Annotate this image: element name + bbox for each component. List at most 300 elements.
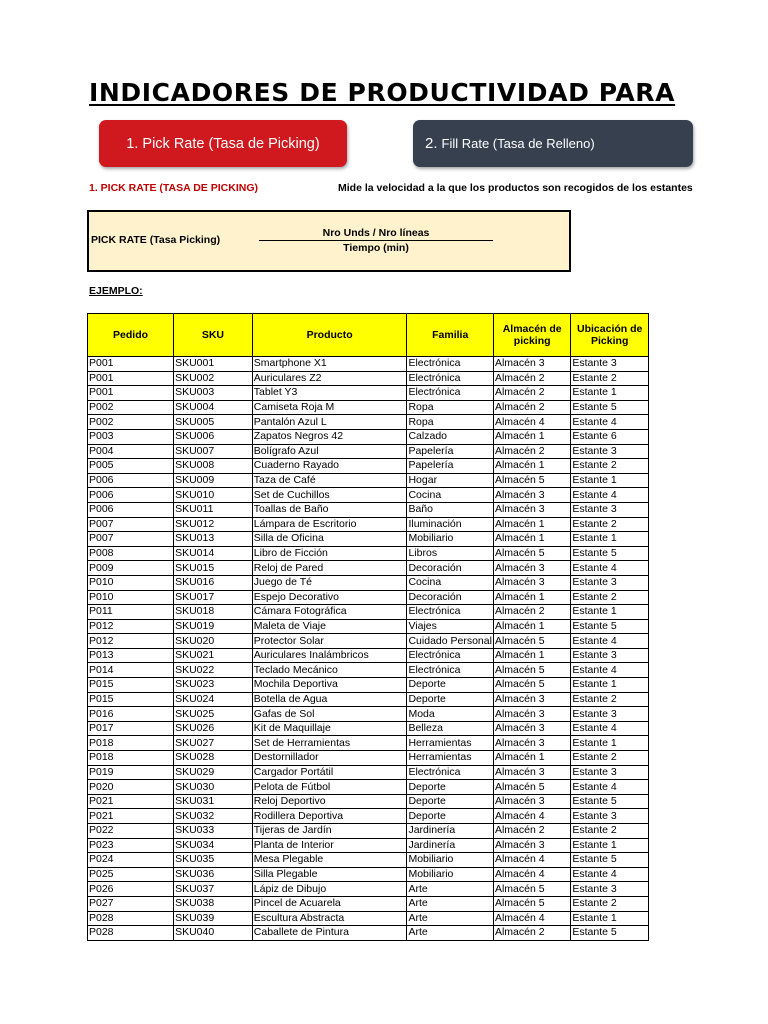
cell-producto[interactable]: Gafas de Sol bbox=[252, 707, 407, 722]
cell-familia[interactable]: Papelería bbox=[407, 459, 493, 474]
cell-ubicacion[interactable]: Estante 5 bbox=[571, 926, 649, 941]
cell-sku[interactable]: SKU021 bbox=[174, 648, 253, 663]
cell-producto[interactable]: Cargador Portátil bbox=[252, 765, 407, 780]
cell-producto[interactable]: Botella de Agua bbox=[252, 692, 407, 707]
cell-sku[interactable]: SKU039 bbox=[174, 911, 253, 926]
cell-almacen[interactable]: Almacén 5 bbox=[493, 663, 570, 678]
pick-rate-button-label: 1. Pick Rate (Tasa de Picking) bbox=[126, 135, 320, 152]
cell-ubicacion[interactable]: Estante 1 bbox=[571, 911, 649, 926]
cell-producto[interactable]: Libro de Ficción bbox=[252, 546, 407, 561]
cell-pedido[interactable]: P018 bbox=[88, 751, 174, 766]
cell-ubicacion[interactable]: Estante 3 bbox=[571, 648, 649, 663]
cell-sku[interactable]: SKU031 bbox=[174, 794, 253, 809]
cell-sku[interactable]: SKU028 bbox=[174, 751, 253, 766]
cell-ubicacion[interactable]: Estante 1 bbox=[571, 736, 649, 751]
cell-sku[interactable]: SKU001 bbox=[174, 357, 253, 372]
cell-familia[interactable]: Deporte bbox=[407, 794, 493, 809]
cell-pedido[interactable]: P003 bbox=[88, 429, 174, 444]
cell-producto[interactable]: Auriculares Inalámbricos bbox=[252, 648, 407, 663]
cell-almacen[interactable]: Almacén 4 bbox=[493, 911, 570, 926]
table-row bbox=[88, 575, 649, 590]
table-row bbox=[88, 896, 649, 911]
cell-familia[interactable]: Electrónica bbox=[407, 386, 493, 401]
cell-familia[interactable]: Baño bbox=[407, 502, 493, 517]
cell-producto[interactable]: Silla Plegable bbox=[252, 867, 407, 882]
cell-pedido[interactable]: P007 bbox=[88, 532, 174, 547]
cell-ubicacion[interactable]: Estante 1 bbox=[571, 532, 649, 547]
header-ubicacion: Ubicación de Picking bbox=[571, 314, 649, 357]
table-row bbox=[88, 546, 649, 561]
cell-pedido[interactable]: P022 bbox=[88, 824, 174, 839]
table-row bbox=[88, 707, 649, 722]
cell-almacen[interactable]: Almacén 5 bbox=[493, 882, 570, 897]
cell-pedido[interactable]: P010 bbox=[88, 575, 174, 590]
cell-almacen[interactable]: Almacén 1 bbox=[493, 751, 570, 766]
cell-sku[interactable]: SKU037 bbox=[174, 882, 253, 897]
cell-almacen[interactable]: Almacén 3 bbox=[493, 765, 570, 780]
cell-ubicacion[interactable]: Estante 5 bbox=[571, 794, 649, 809]
cell-familia[interactable]: Electrónica bbox=[407, 605, 493, 620]
table-row bbox=[88, 532, 649, 547]
cell-sku[interactable]: SKU014 bbox=[174, 546, 253, 561]
cell-familia[interactable]: Cocina bbox=[407, 488, 493, 503]
cell-ubicacion[interactable]: Estante 2 bbox=[571, 692, 649, 707]
cell-pedido[interactable]: P008 bbox=[88, 546, 174, 561]
cell-pedido[interactable]: P028 bbox=[88, 926, 174, 941]
cell-almacen[interactable]: Almacén 5 bbox=[493, 780, 570, 795]
cell-sku[interactable]: SKU004 bbox=[174, 400, 253, 415]
cell-sku[interactable]: SKU034 bbox=[174, 838, 253, 853]
cell-ubicacion[interactable]: Estante 5 bbox=[571, 853, 649, 868]
cell-almacen[interactable]: Almacén 1 bbox=[493, 648, 570, 663]
cell-almacen[interactable]: Almacén 1 bbox=[493, 619, 570, 634]
cell-almacen[interactable]: Almacén 3 bbox=[493, 707, 570, 722]
cell-producto[interactable]: Destornillador bbox=[252, 751, 407, 766]
cell-sku[interactable]: SKU029 bbox=[174, 765, 253, 780]
cell-ubicacion[interactable]: Estante 5 bbox=[571, 619, 649, 634]
cell-familia[interactable]: Jardinería bbox=[407, 838, 493, 853]
cell-familia[interactable]: Viajes bbox=[407, 619, 493, 634]
cell-ubicacion[interactable]: Estante 3 bbox=[571, 575, 649, 590]
cell-producto[interactable]: Set de Cuchillos bbox=[252, 488, 407, 503]
cell-pedido[interactable]: P009 bbox=[88, 561, 174, 576]
cell-sku[interactable]: SKU010 bbox=[174, 488, 253, 503]
table-row bbox=[88, 867, 649, 882]
cell-producto[interactable]: Caballete de Pintura bbox=[252, 926, 407, 941]
cell-pedido[interactable]: P013 bbox=[88, 648, 174, 663]
cell-producto[interactable]: Toallas de Baño bbox=[252, 502, 407, 517]
cell-almacen[interactable]: Almacén 1 bbox=[493, 532, 570, 547]
fill-rate-button-number: 2. bbox=[425, 135, 438, 152]
cell-familia[interactable]: Electrónica bbox=[407, 648, 493, 663]
cell-sku[interactable]: SKU003 bbox=[174, 386, 253, 401]
table-row bbox=[88, 605, 649, 620]
cell-almacen[interactable]: Almacén 2 bbox=[493, 605, 570, 620]
table-row bbox=[88, 853, 649, 868]
cell-ubicacion[interactable]: Estante 2 bbox=[571, 590, 649, 605]
table-row bbox=[88, 648, 649, 663]
cell-familia[interactable]: Electrónica bbox=[407, 357, 493, 372]
cell-pedido[interactable]: P015 bbox=[88, 678, 174, 693]
cell-producto[interactable]: Tablet Y3 bbox=[252, 386, 407, 401]
cell-pedido[interactable]: P016 bbox=[88, 707, 174, 722]
cell-producto[interactable]: Escultura Abstracta bbox=[252, 911, 407, 926]
cell-sku[interactable]: SKU023 bbox=[174, 678, 253, 693]
cell-familia[interactable]: Arte bbox=[407, 911, 493, 926]
cell-almacen[interactable]: Almacén 4 bbox=[493, 867, 570, 882]
cell-producto[interactable]: Silla de Oficina bbox=[252, 532, 407, 547]
cell-ubicacion[interactable]: Estante 4 bbox=[571, 721, 649, 736]
cell-familia[interactable]: Decoración bbox=[407, 590, 493, 605]
cell-ubicacion[interactable]: Estante 1 bbox=[571, 605, 649, 620]
table-row bbox=[88, 488, 649, 503]
cell-ubicacion[interactable]: Estante 3 bbox=[571, 765, 649, 780]
header-almacen: Almacén de picking bbox=[493, 314, 570, 357]
cell-familia[interactable]: Moda bbox=[407, 707, 493, 722]
cell-familia[interactable]: Arte bbox=[407, 926, 493, 941]
cell-familia[interactable]: Hogar bbox=[407, 473, 493, 488]
cell-pedido[interactable]: P006 bbox=[88, 488, 174, 503]
table-row bbox=[88, 444, 649, 459]
cell-pedido[interactable]: P005 bbox=[88, 459, 174, 474]
cell-producto[interactable]: Zapatos Negros 42 bbox=[252, 429, 407, 444]
cell-almacen[interactable]: Almacén 3 bbox=[493, 357, 570, 372]
cell-familia[interactable]: Ropa bbox=[407, 415, 493, 430]
cell-sku[interactable]: SKU016 bbox=[174, 575, 253, 590]
header-pedido: Pedido bbox=[88, 314, 174, 357]
cell-pedido[interactable]: P012 bbox=[88, 619, 174, 634]
picking-table bbox=[87, 313, 649, 941]
table-row bbox=[88, 459, 649, 474]
cell-sku[interactable]: SKU002 bbox=[174, 371, 253, 386]
table-row bbox=[88, 663, 649, 678]
formula-box bbox=[87, 210, 571, 272]
cell-producto[interactable]: Pincel de Acuarela bbox=[252, 896, 407, 911]
cell-ubicacion[interactable]: Estante 2 bbox=[571, 371, 649, 386]
cell-sku[interactable]: SKU008 bbox=[174, 459, 253, 474]
cell-ubicacion[interactable]: Estante 5 bbox=[571, 546, 649, 561]
cell-producto[interactable]: Lámpara de Escritorio bbox=[252, 517, 407, 532]
cell-pedido[interactable]: P014 bbox=[88, 663, 174, 678]
cell-producto[interactable]: Bolígrafo Azul bbox=[252, 444, 407, 459]
header-producto: Producto bbox=[252, 314, 407, 357]
cell-familia[interactable]: Libros bbox=[407, 546, 493, 561]
table-row bbox=[88, 400, 649, 415]
cell-producto[interactable]: Espejo Decorativo bbox=[252, 590, 407, 605]
cell-almacen[interactable]: Almacén 2 bbox=[493, 444, 570, 459]
cell-almacen[interactable]: Almacén 2 bbox=[493, 400, 570, 415]
cell-familia[interactable]: Iluminación bbox=[407, 517, 493, 532]
cell-ubicacion[interactable]: Estante 5 bbox=[571, 400, 649, 415]
cell-almacen[interactable]: Almacén 3 bbox=[493, 736, 570, 751]
cell-producto[interactable]: Kit de Maquillaje bbox=[252, 721, 407, 736]
cell-sku[interactable]: SKU019 bbox=[174, 619, 253, 634]
table-row bbox=[88, 429, 649, 444]
cell-familia[interactable]: Papelería bbox=[407, 444, 493, 459]
cell-pedido[interactable]: P017 bbox=[88, 721, 174, 736]
cell-pedido[interactable]: P015 bbox=[88, 692, 174, 707]
cell-sku[interactable]: SKU030 bbox=[174, 780, 253, 795]
table-row bbox=[88, 634, 649, 649]
cell-pedido[interactable]: P024 bbox=[88, 853, 174, 868]
cell-almacen[interactable]: Almacén 2 bbox=[493, 824, 570, 839]
cell-ubicacion[interactable]: Estante 2 bbox=[571, 896, 649, 911]
cell-almacen[interactable]: Almacén 5 bbox=[493, 546, 570, 561]
cell-familia[interactable]: Mobiliario bbox=[407, 867, 493, 882]
cell-almacen[interactable]: Almacén 1 bbox=[493, 590, 570, 605]
cell-pedido[interactable]: P001 bbox=[88, 386, 174, 401]
cell-familia[interactable]: Herramientas bbox=[407, 736, 493, 751]
cell-producto[interactable]: Protector Solar bbox=[252, 634, 407, 649]
cell-sku[interactable]: SKU026 bbox=[174, 721, 253, 736]
table-row bbox=[88, 415, 649, 430]
cell-ubicacion[interactable]: Estante 3 bbox=[571, 444, 649, 459]
cell-producto[interactable]: Pelota de Fútbol bbox=[252, 780, 407, 795]
pick-rate-button[interactable] bbox=[99, 120, 347, 167]
cell-pedido[interactable]: P001 bbox=[88, 357, 174, 372]
cell-pedido[interactable]: P011 bbox=[88, 605, 174, 620]
cell-familia[interactable]: Deporte bbox=[407, 692, 493, 707]
fill-rate-button-label: Fill Rate (Tasa de Relleno) bbox=[441, 136, 595, 151]
cell-almacen[interactable]: Almacén 3 bbox=[493, 794, 570, 809]
cell-almacen[interactable]: Almacén 3 bbox=[493, 575, 570, 590]
cell-familia[interactable]: Jardinería bbox=[407, 824, 493, 839]
cell-pedido[interactable]: P006 bbox=[88, 502, 174, 517]
cell-ubicacion[interactable]: Estante 2 bbox=[571, 751, 649, 766]
cell-sku[interactable]: SKU035 bbox=[174, 853, 253, 868]
header-sku: SKU bbox=[174, 314, 253, 357]
cell-sku[interactable]: SKU025 bbox=[174, 707, 253, 722]
cell-familia[interactable]: Deporte bbox=[407, 678, 493, 693]
cell-familia[interactable]: Calzado bbox=[407, 429, 493, 444]
table-row bbox=[88, 926, 649, 941]
cell-sku[interactable]: SKU012 bbox=[174, 517, 253, 532]
fill-rate-button[interactable] bbox=[413, 120, 693, 167]
cell-pedido[interactable]: P023 bbox=[88, 838, 174, 853]
formula-fraction-line bbox=[259, 240, 493, 241]
cell-familia[interactable]: Arte bbox=[407, 896, 493, 911]
cell-producto[interactable]: Reloj de Pared bbox=[252, 561, 407, 576]
cell-producto[interactable]: Cuaderno Rayado bbox=[252, 459, 407, 474]
cell-almacen[interactable]: Almacén 2 bbox=[493, 926, 570, 941]
cell-ubicacion[interactable]: Estante 1 bbox=[571, 678, 649, 693]
cell-almacen[interactable]: Almacén 1 bbox=[493, 459, 570, 474]
cell-pedido[interactable]: P019 bbox=[88, 765, 174, 780]
cell-familia[interactable]: Deporte bbox=[407, 780, 493, 795]
cell-almacen[interactable]: Almacén 2 bbox=[493, 386, 570, 401]
table-row bbox=[88, 736, 649, 751]
cell-ubicacion[interactable]: Estante 4 bbox=[571, 415, 649, 430]
cell-pedido[interactable]: P002 bbox=[88, 415, 174, 430]
table-row bbox=[88, 751, 649, 766]
cell-almacen[interactable]: Almacén 4 bbox=[493, 809, 570, 824]
table-row bbox=[88, 619, 649, 634]
formula-denominator: Tiempo (min) bbox=[343, 242, 409, 254]
cell-ubicacion[interactable]: Estante 3 bbox=[571, 502, 649, 517]
cell-pedido[interactable]: P026 bbox=[88, 882, 174, 897]
table-row bbox=[88, 473, 649, 488]
cell-producto[interactable]: Smartphone X1 bbox=[252, 357, 407, 372]
cell-pedido[interactable]: P006 bbox=[88, 473, 174, 488]
cell-almacen[interactable]: Almacén 3 bbox=[493, 488, 570, 503]
cell-almacen[interactable]: Almacén 5 bbox=[493, 473, 570, 488]
cell-almacen[interactable]: Almacén 4 bbox=[493, 853, 570, 868]
cell-pedido[interactable]: P001 bbox=[88, 371, 174, 386]
table-header-row bbox=[88, 314, 649, 357]
cell-familia[interactable]: Electrónica bbox=[407, 371, 493, 386]
table-row bbox=[88, 794, 649, 809]
cell-sku[interactable]: SKU038 bbox=[174, 896, 253, 911]
cell-producto[interactable]: Juego de Té bbox=[252, 575, 407, 590]
cell-ubicacion[interactable]: Estante 4 bbox=[571, 561, 649, 576]
table-row bbox=[88, 765, 649, 780]
section-description: Mide la velocidad a la que los productos son recogidos de los estantes bbox=[338, 182, 693, 194]
table-row bbox=[88, 357, 649, 372]
cell-almacen[interactable]: Almacén 3 bbox=[493, 692, 570, 707]
cell-familia[interactable]: Electrónica bbox=[407, 765, 493, 780]
cell-familia[interactable]: Ropa bbox=[407, 400, 493, 415]
cell-pedido[interactable]: P021 bbox=[88, 809, 174, 824]
cell-sku[interactable]: SKU020 bbox=[174, 634, 253, 649]
table-row bbox=[88, 911, 649, 926]
cell-sku[interactable]: SKU017 bbox=[174, 590, 253, 605]
cell-producto[interactable]: Maleta de Viaje bbox=[252, 619, 407, 634]
cell-almacen[interactable]: Almacén 5 bbox=[493, 678, 570, 693]
cell-ubicacion[interactable]: Estante 3 bbox=[571, 882, 649, 897]
table-row bbox=[88, 780, 649, 795]
cell-familia[interactable]: Mobiliario bbox=[407, 853, 493, 868]
cell-sku[interactable]: SKU032 bbox=[174, 809, 253, 824]
cell-pedido[interactable]: P010 bbox=[88, 590, 174, 605]
table-row bbox=[88, 692, 649, 707]
cell-almacen[interactable]: Almacén 3 bbox=[493, 721, 570, 736]
cell-ubicacion[interactable]: Estante 1 bbox=[571, 386, 649, 401]
cell-ubicacion[interactable]: Estante 4 bbox=[571, 634, 649, 649]
cell-ubicacion[interactable]: Estante 3 bbox=[571, 809, 649, 824]
cell-familia[interactable]: Decoración bbox=[407, 561, 493, 576]
table-row bbox=[88, 824, 649, 839]
cell-almacen[interactable]: Almacén 3 bbox=[493, 838, 570, 853]
cell-sku[interactable]: SKU022 bbox=[174, 663, 253, 678]
table-row bbox=[88, 590, 649, 605]
cell-sku[interactable]: SKU027 bbox=[174, 736, 253, 751]
cell-pedido[interactable]: P028 bbox=[88, 911, 174, 926]
formula-numerator: Nro Unds / Nro líneas bbox=[322, 227, 430, 239]
cell-pedido[interactable]: P012 bbox=[88, 634, 174, 649]
cell-sku[interactable]: SKU011 bbox=[174, 502, 253, 517]
cell-producto[interactable]: Pantalón Azul L bbox=[252, 415, 407, 430]
cell-pedido[interactable]: P021 bbox=[88, 794, 174, 809]
table-body bbox=[88, 357, 649, 941]
cell-almacen[interactable]: Almacén 3 bbox=[493, 502, 570, 517]
cell-producto[interactable]: Set de Herramientas bbox=[252, 736, 407, 751]
cell-almacen[interactable]: Almacén 2 bbox=[493, 371, 570, 386]
cell-familia[interactable]: Cuidado Personal bbox=[408, 634, 492, 647]
cell-sku[interactable]: SKU013 bbox=[174, 532, 253, 547]
cell-ubicacion[interactable]: Estante 1 bbox=[571, 838, 649, 853]
cell-pedido[interactable]: P025 bbox=[88, 867, 174, 882]
cell-ubicacion[interactable]: Estante 6 bbox=[571, 429, 649, 444]
cell-ubicacion[interactable]: Estante 3 bbox=[571, 707, 649, 722]
cell-pedido[interactable]: P020 bbox=[88, 780, 174, 795]
table-row bbox=[88, 678, 649, 693]
cell-almacen[interactable]: Almacén 4 bbox=[493, 415, 570, 430]
cell-almacen[interactable]: Almacén 5 bbox=[493, 896, 570, 911]
cell-producto[interactable]: Camiseta Roja M bbox=[252, 400, 407, 415]
table-row bbox=[88, 386, 649, 401]
cell-ubicacion[interactable]: Estante 1 bbox=[571, 473, 649, 488]
cell-sku[interactable]: SKU015 bbox=[174, 561, 253, 576]
cell-sku[interactable]: SKU036 bbox=[174, 867, 253, 882]
example-label: EJEMPLO: bbox=[89, 285, 143, 297]
cell-familia[interactable]: Herramientas bbox=[407, 751, 493, 766]
cell-producto[interactable]: Tijeras de Jardín bbox=[252, 824, 407, 839]
cell-ubicacion[interactable]: Estante 3 bbox=[571, 357, 649, 372]
cell-producto[interactable]: Auriculares Z2 bbox=[252, 371, 407, 386]
section-label: 1. PICK RATE (TASA DE PICKING) bbox=[89, 182, 258, 194]
cell-producto[interactable]: Rodillera Deportiva bbox=[252, 809, 407, 824]
cell-producto[interactable]: Lápiz de Dibujo bbox=[252, 882, 407, 897]
cell-ubicacion[interactable]: Estante 2 bbox=[571, 517, 649, 532]
cell-almacen[interactable]: Almacén 5 bbox=[493, 634, 570, 649]
cell-pedido[interactable]: P002 bbox=[88, 400, 174, 415]
table-row bbox=[88, 721, 649, 736]
table-row bbox=[88, 371, 649, 386]
cell-ubicacion[interactable]: Estante 2 bbox=[571, 459, 649, 474]
table-row bbox=[88, 517, 649, 532]
table-row bbox=[88, 502, 649, 517]
cell-sku[interactable]: SKU007 bbox=[174, 444, 253, 459]
table-row bbox=[88, 809, 649, 824]
cell-ubicacion[interactable]: Estante 4 bbox=[571, 488, 649, 503]
cell-sku[interactable]: SKU006 bbox=[174, 429, 253, 444]
cell-producto[interactable]: Cámara Fotográfica bbox=[252, 605, 407, 620]
cell-familia[interactable]: Deporte bbox=[407, 809, 493, 824]
cell-familia[interactable]: Cocina bbox=[407, 575, 493, 590]
cell-familia[interactable]: Electrónica bbox=[407, 663, 493, 678]
table-row bbox=[88, 838, 649, 853]
cell-pedido[interactable]: P027 bbox=[88, 896, 174, 911]
cell-ubicacion[interactable]: Estante 4 bbox=[571, 663, 649, 678]
cell-ubicacion[interactable]: Estante 4 bbox=[571, 780, 649, 795]
cell-producto[interactable]: Planta de Interior bbox=[252, 838, 407, 853]
cell-pedido[interactable]: P007 bbox=[88, 517, 174, 532]
cell-almacen[interactable]: Almacén 1 bbox=[493, 517, 570, 532]
cell-ubicacion[interactable]: Estante 4 bbox=[571, 867, 649, 882]
cell-producto[interactable]: Mesa Plegable bbox=[252, 853, 407, 868]
table-row bbox=[88, 561, 649, 576]
cell-pedido[interactable]: P004 bbox=[88, 444, 174, 459]
cell-pedido[interactable]: P018 bbox=[88, 736, 174, 751]
cell-sku[interactable]: SKU033 bbox=[174, 824, 253, 839]
cell-ubicacion[interactable]: Estante 2 bbox=[571, 824, 649, 839]
cell-sku[interactable]: SKU005 bbox=[174, 415, 253, 430]
cell-producto[interactable]: Mochila Deportiva bbox=[252, 678, 407, 693]
cell-familia[interactable]: Belleza bbox=[407, 721, 493, 736]
cell-producto[interactable]: Teclado Mecánico bbox=[252, 663, 407, 678]
cell-sku[interactable]: SKU024 bbox=[174, 692, 253, 707]
cell-sku[interactable]: SKU018 bbox=[174, 605, 253, 620]
cell-sku[interactable]: SKU009 bbox=[174, 473, 253, 488]
cell-almacen[interactable]: Almacén 1 bbox=[493, 429, 570, 444]
cell-almacen[interactable]: Almacén 3 bbox=[493, 561, 570, 576]
cell-familia[interactable]: Mobiliario bbox=[407, 532, 493, 547]
header-familia: Familia bbox=[407, 314, 493, 357]
cell-producto[interactable]: Reloj Deportivo bbox=[252, 794, 407, 809]
cell-producto[interactable]: Taza de Café bbox=[252, 473, 407, 488]
cell-sku[interactable]: SKU040 bbox=[174, 926, 253, 941]
cell-familia[interactable]: Arte bbox=[407, 882, 493, 897]
